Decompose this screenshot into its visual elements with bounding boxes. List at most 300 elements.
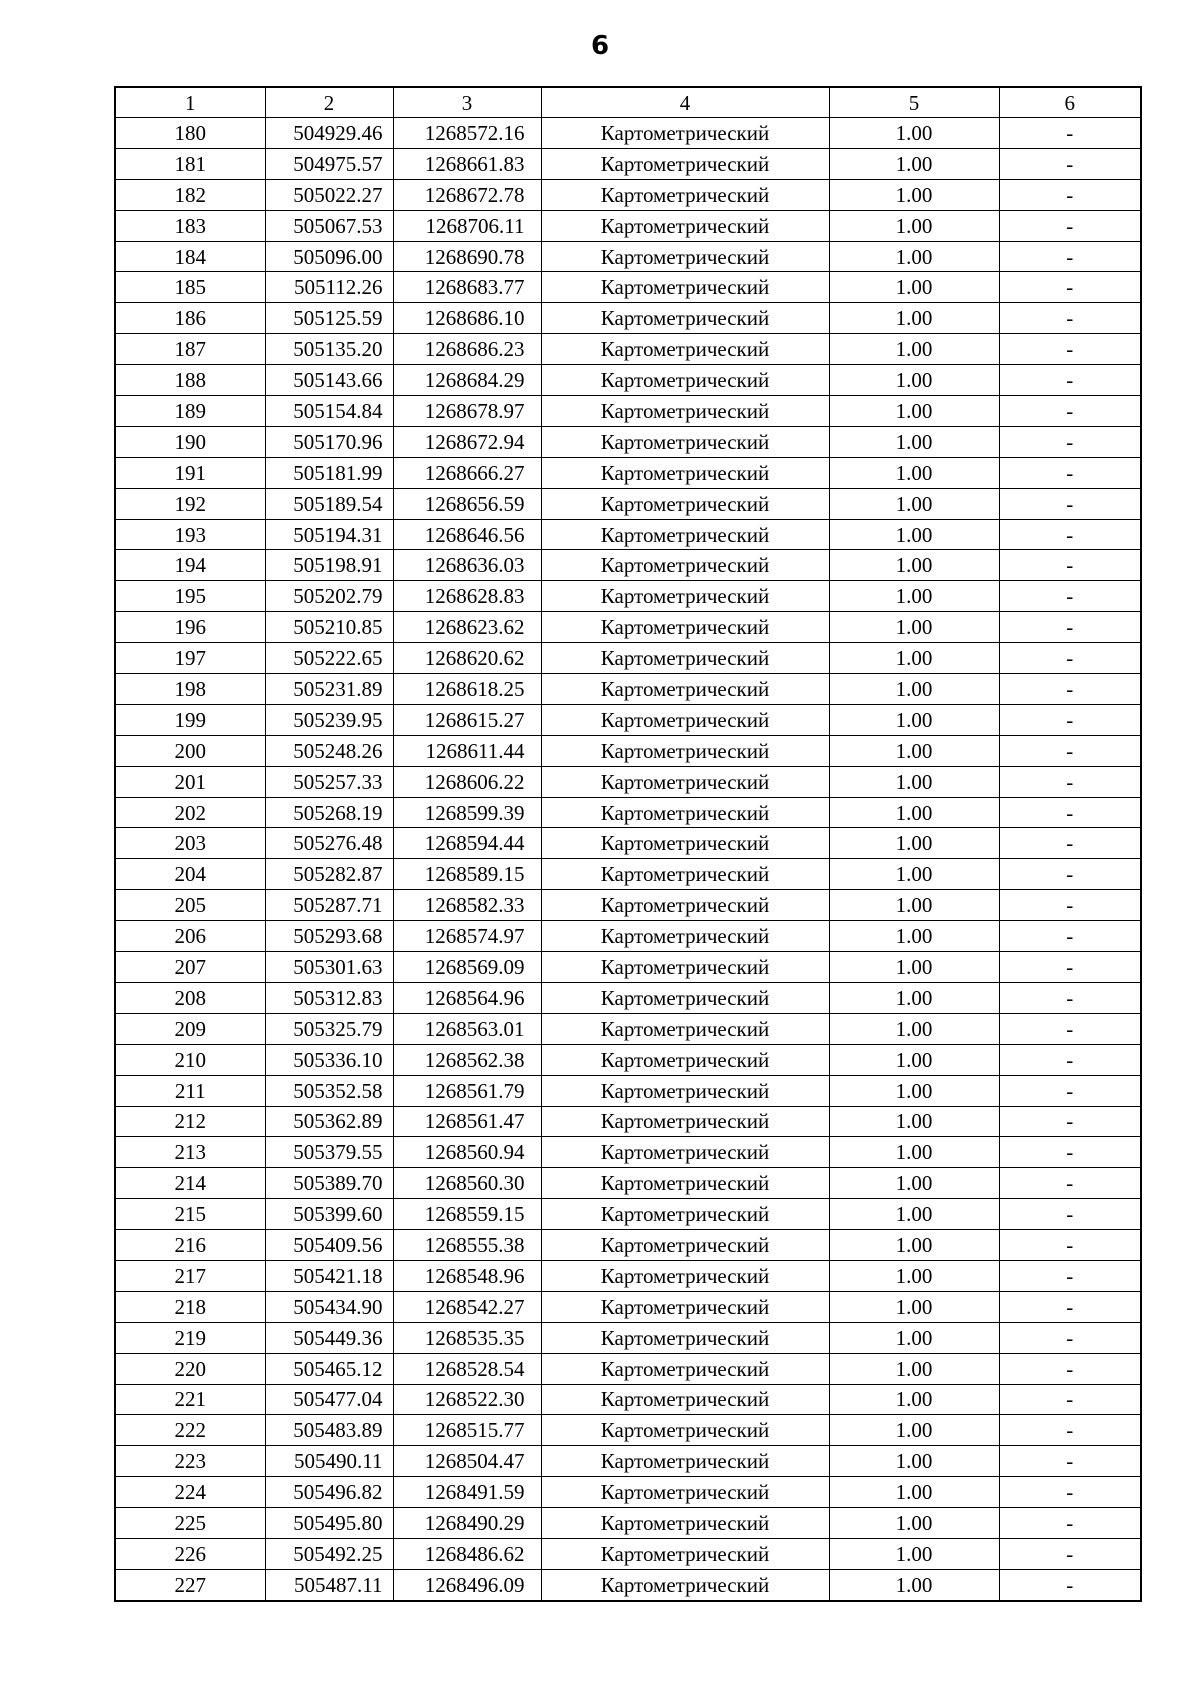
method-cell: Картометрический [541, 148, 829, 179]
method-cell: Картометрический [541, 766, 829, 797]
y-coordinate-cell: 1268678.97 [393, 396, 541, 427]
method-cell: Картометрический [541, 272, 829, 303]
accuracy-cell: 1.00 [829, 148, 999, 179]
note-cell: - [999, 1137, 1141, 1168]
accuracy-cell: 1.00 [829, 828, 999, 859]
y-coordinate-cell: 1268661.83 [393, 148, 541, 179]
accuracy-cell: 1.00 [829, 1137, 999, 1168]
x-coordinate-cell: 505449.36 [265, 1322, 393, 1353]
column-header: 3 [393, 87, 541, 118]
note-cell: - [999, 1199, 1141, 1230]
note-cell: - [999, 1260, 1141, 1291]
note-cell: - [999, 1291, 1141, 1322]
column-header: 1 [115, 87, 265, 118]
table-row [115, 272, 1141, 303]
accuracy-cell: 1.00 [829, 1569, 999, 1600]
method-cell: Картометрический [541, 1199, 829, 1230]
point-number-cell: 196 [115, 612, 265, 643]
point-number-cell: 180 [115, 118, 265, 149]
note-cell: - [999, 118, 1141, 149]
y-coordinate-cell: 1268684.29 [393, 365, 541, 396]
accuracy-cell: 1.00 [829, 1291, 999, 1322]
x-coordinate-cell: 505490.11 [265, 1446, 393, 1477]
table-row [115, 643, 1141, 674]
method-cell: Картометрический [541, 828, 829, 859]
method-cell: Картометрический [541, 1230, 829, 1261]
y-coordinate-cell: 1268491.59 [393, 1477, 541, 1508]
point-number-cell: 184 [115, 241, 265, 272]
x-coordinate-cell: 505125.59 [265, 303, 393, 334]
point-number-cell: 223 [115, 1446, 265, 1477]
note-cell: - [999, 1013, 1141, 1044]
accuracy-cell: 1.00 [829, 519, 999, 550]
point-number-cell: 191 [115, 457, 265, 488]
point-number-cell: 202 [115, 797, 265, 828]
method-cell: Картометрический [541, 550, 829, 581]
table-row [115, 581, 1141, 612]
x-coordinate-cell: 505325.79 [265, 1013, 393, 1044]
note-cell: - [999, 1508, 1141, 1539]
point-number-cell: 224 [115, 1477, 265, 1508]
x-coordinate-cell: 505352.58 [265, 1075, 393, 1106]
accuracy-cell: 1.00 [829, 1199, 999, 1230]
point-number-cell: 208 [115, 982, 265, 1013]
point-number-cell: 188 [115, 365, 265, 396]
point-number-cell: 220 [115, 1353, 265, 1384]
x-coordinate-cell: 505257.33 [265, 766, 393, 797]
y-coordinate-cell: 1268548.96 [393, 1260, 541, 1291]
table-row [115, 519, 1141, 550]
y-coordinate-cell: 1268672.94 [393, 426, 541, 457]
y-coordinate-cell: 1268666.27 [393, 457, 541, 488]
accuracy-cell: 1.00 [829, 1260, 999, 1291]
table-row [115, 118, 1141, 149]
method-cell: Картометрический [541, 797, 829, 828]
method-cell: Картометрический [541, 643, 829, 674]
y-coordinate-cell: 1268504.47 [393, 1446, 541, 1477]
method-cell: Картометрический [541, 982, 829, 1013]
x-coordinate-cell: 505181.99 [265, 457, 393, 488]
accuracy-cell: 1.00 [829, 1168, 999, 1199]
y-coordinate-cell: 1268623.62 [393, 612, 541, 643]
x-coordinate-cell: 505189.54 [265, 488, 393, 519]
method-cell: Картометрический [541, 1106, 829, 1137]
table-row [115, 426, 1141, 457]
accuracy-cell: 1.00 [829, 982, 999, 1013]
table-row [115, 1538, 1141, 1569]
table-row [115, 1013, 1141, 1044]
point-number-cell: 214 [115, 1168, 265, 1199]
table-row [115, 1477, 1141, 1508]
note-cell: - [999, 612, 1141, 643]
y-coordinate-cell: 1268615.27 [393, 704, 541, 735]
accuracy-cell: 1.00 [829, 210, 999, 241]
y-coordinate-cell: 1268559.15 [393, 1199, 541, 1230]
point-number-cell: 185 [115, 272, 265, 303]
y-coordinate-cell: 1268561.79 [393, 1075, 541, 1106]
x-coordinate-cell: 505143.66 [265, 365, 393, 396]
accuracy-cell: 1.00 [829, 396, 999, 427]
x-coordinate-cell: 505231.89 [265, 674, 393, 705]
table-row [115, 766, 1141, 797]
method-cell: Картометрический [541, 241, 829, 272]
x-coordinate-cell: 505399.60 [265, 1199, 393, 1230]
x-coordinate-cell: 505287.71 [265, 890, 393, 921]
table-row [115, 1075, 1141, 1106]
method-cell: Картометрический [541, 1508, 829, 1539]
method-cell: Картометрический [541, 519, 829, 550]
method-cell: Картометрический [541, 303, 829, 334]
table-row [115, 179, 1141, 210]
point-number-cell: 211 [115, 1075, 265, 1106]
method-cell: Картометрический [541, 457, 829, 488]
note-cell: - [999, 210, 1141, 241]
column-header: 6 [999, 87, 1141, 118]
note-cell: - [999, 1538, 1141, 1569]
accuracy-cell: 1.00 [829, 1075, 999, 1106]
accuracy-cell: 1.00 [829, 1477, 999, 1508]
note-cell: - [999, 1569, 1141, 1600]
note-cell: - [999, 1477, 1141, 1508]
x-coordinate-cell: 505336.10 [265, 1044, 393, 1075]
accuracy-cell: 1.00 [829, 952, 999, 983]
point-number-cell: 212 [115, 1106, 265, 1137]
table-row [115, 704, 1141, 735]
point-number-cell: 181 [115, 148, 265, 179]
accuracy-cell: 1.00 [829, 1508, 999, 1539]
table-row [115, 1230, 1141, 1261]
table-row [115, 148, 1141, 179]
y-coordinate-cell: 1268672.78 [393, 179, 541, 210]
point-number-cell: 194 [115, 550, 265, 581]
table-row [115, 797, 1141, 828]
y-coordinate-cell: 1268706.11 [393, 210, 541, 241]
x-coordinate-cell: 504975.57 [265, 148, 393, 179]
note-cell: - [999, 488, 1141, 519]
note-cell: - [999, 921, 1141, 952]
accuracy-cell: 1.00 [829, 890, 999, 921]
point-number-cell: 226 [115, 1538, 265, 1569]
y-coordinate-cell: 1268574.97 [393, 921, 541, 952]
table-row [115, 859, 1141, 890]
x-coordinate-cell: 505096.00 [265, 241, 393, 272]
y-coordinate-cell: 1268560.30 [393, 1168, 541, 1199]
method-cell: Картометрический [541, 674, 829, 705]
method-cell: Картометрический [541, 396, 829, 427]
method-cell: Картометрический [541, 921, 829, 952]
y-coordinate-cell: 1268646.56 [393, 519, 541, 550]
note-cell: - [999, 643, 1141, 674]
point-number-cell: 183 [115, 210, 265, 241]
x-coordinate-cell: 505222.65 [265, 643, 393, 674]
point-number-cell: 193 [115, 519, 265, 550]
accuracy-cell: 1.00 [829, 643, 999, 674]
table-row [115, 1353, 1141, 1384]
point-number-cell: 215 [115, 1199, 265, 1230]
method-cell: Картометрический [541, 1137, 829, 1168]
y-coordinate-cell: 1268618.25 [393, 674, 541, 705]
y-coordinate-cell: 1268522.30 [393, 1384, 541, 1415]
method-cell: Картометрический [541, 118, 829, 149]
y-coordinate-cell: 1268563.01 [393, 1013, 541, 1044]
y-coordinate-cell: 1268628.83 [393, 581, 541, 612]
table-row [115, 1260, 1141, 1291]
x-coordinate-cell: 505465.12 [265, 1353, 393, 1384]
y-coordinate-cell: 1268589.15 [393, 859, 541, 890]
y-coordinate-cell: 1268606.22 [393, 766, 541, 797]
point-number-cell: 209 [115, 1013, 265, 1044]
point-number-cell: 222 [115, 1415, 265, 1446]
x-coordinate-cell: 505202.79 [265, 581, 393, 612]
point-number-cell: 189 [115, 396, 265, 427]
method-cell: Картометрический [541, 704, 829, 735]
note-cell: - [999, 334, 1141, 365]
note-cell: - [999, 1044, 1141, 1075]
accuracy-cell: 1.00 [829, 1446, 999, 1477]
accuracy-cell: 1.00 [829, 797, 999, 828]
accuracy-cell: 1.00 [829, 488, 999, 519]
method-cell: Картометрический [541, 1415, 829, 1446]
accuracy-cell: 1.00 [829, 303, 999, 334]
x-coordinate-cell: 505495.80 [265, 1508, 393, 1539]
x-coordinate-cell: 505022.27 [265, 179, 393, 210]
accuracy-cell: 1.00 [829, 1353, 999, 1384]
y-coordinate-cell: 1268599.39 [393, 797, 541, 828]
accuracy-cell: 1.00 [829, 365, 999, 396]
note-cell: - [999, 859, 1141, 890]
table-row [115, 241, 1141, 272]
method-cell: Картометрический [541, 1260, 829, 1291]
page-number: 6 [590, 31, 610, 61]
note-cell: - [999, 1106, 1141, 1137]
note-cell: - [999, 828, 1141, 859]
note-cell: - [999, 890, 1141, 921]
note-cell: - [999, 148, 1141, 179]
column-header: 4 [541, 87, 829, 118]
note-cell: - [999, 1230, 1141, 1261]
x-coordinate-cell: 505312.83 [265, 982, 393, 1013]
note-cell: - [999, 550, 1141, 581]
x-coordinate-cell: 505301.63 [265, 952, 393, 983]
accuracy-cell: 1.00 [829, 334, 999, 365]
table-row [115, 365, 1141, 396]
note-cell: - [999, 241, 1141, 272]
accuracy-cell: 1.00 [829, 1013, 999, 1044]
y-coordinate-cell: 1268535.35 [393, 1322, 541, 1353]
table-header-row [115, 87, 1141, 118]
point-number-cell: 199 [115, 704, 265, 735]
note-cell: - [999, 303, 1141, 334]
table-row [115, 1291, 1141, 1322]
x-coordinate-cell: 505276.48 [265, 828, 393, 859]
table-row [115, 1322, 1141, 1353]
table-body [115, 118, 1141, 1601]
x-coordinate-cell: 505112.26 [265, 272, 393, 303]
table-row [115, 488, 1141, 519]
note-cell: - [999, 1353, 1141, 1384]
x-coordinate-cell: 505198.91 [265, 550, 393, 581]
table-row [115, 982, 1141, 1013]
accuracy-cell: 1.00 [829, 735, 999, 766]
y-coordinate-cell: 1268515.77 [393, 1415, 541, 1446]
accuracy-cell: 1.00 [829, 1415, 999, 1446]
method-cell: Картометрический [541, 952, 829, 983]
note-cell: - [999, 1322, 1141, 1353]
point-number-cell: 213 [115, 1137, 265, 1168]
note-cell: - [999, 1075, 1141, 1106]
table-row [115, 1106, 1141, 1137]
table-row [115, 1044, 1141, 1075]
method-cell: Картометрический [541, 1446, 829, 1477]
x-coordinate-cell: 505362.89 [265, 1106, 393, 1137]
table-row [115, 210, 1141, 241]
accuracy-cell: 1.00 [829, 1106, 999, 1137]
method-cell: Картометрический [541, 1353, 829, 1384]
note-cell: - [999, 952, 1141, 983]
table-row [115, 396, 1141, 427]
point-number-cell: 182 [115, 179, 265, 210]
x-coordinate-cell: 505496.82 [265, 1477, 393, 1508]
method-cell: Картометрический [541, 890, 829, 921]
y-coordinate-cell: 1268564.96 [393, 982, 541, 1013]
x-coordinate-cell: 505135.20 [265, 334, 393, 365]
y-coordinate-cell: 1268561.47 [393, 1106, 541, 1137]
point-number-cell: 207 [115, 952, 265, 983]
x-coordinate-cell: 505483.89 [265, 1415, 393, 1446]
point-number-cell: 205 [115, 890, 265, 921]
accuracy-cell: 1.00 [829, 1044, 999, 1075]
method-cell: Картометрический [541, 1168, 829, 1199]
accuracy-cell: 1.00 [829, 272, 999, 303]
y-coordinate-cell: 1268569.09 [393, 952, 541, 983]
method-cell: Картометрический [541, 1044, 829, 1075]
point-number-cell: 217 [115, 1260, 265, 1291]
x-coordinate-cell: 505210.85 [265, 612, 393, 643]
note-cell: - [999, 1168, 1141, 1199]
x-coordinate-cell: 505477.04 [265, 1384, 393, 1415]
method-cell: Картометрический [541, 1477, 829, 1508]
y-coordinate-cell: 1268555.38 [393, 1230, 541, 1261]
table-row [115, 1569, 1141, 1600]
method-cell: Картометрический [541, 735, 829, 766]
y-coordinate-cell: 1268594.44 [393, 828, 541, 859]
method-cell: Картометрический [541, 210, 829, 241]
y-coordinate-cell: 1268562.38 [393, 1044, 541, 1075]
x-coordinate-cell: 505268.19 [265, 797, 393, 828]
accuracy-cell: 1.00 [829, 766, 999, 797]
note-cell: - [999, 704, 1141, 735]
y-coordinate-cell: 1268572.16 [393, 118, 541, 149]
y-coordinate-cell: 1268582.33 [393, 890, 541, 921]
note-cell: - [999, 982, 1141, 1013]
table-row [115, 612, 1141, 643]
x-coordinate-cell: 505282.87 [265, 859, 393, 890]
accuracy-cell: 1.00 [829, 581, 999, 612]
note-cell: - [999, 1384, 1141, 1415]
method-cell: Картометрический [541, 1291, 829, 1322]
method-cell: Картометрический [541, 365, 829, 396]
note-cell: - [999, 674, 1141, 705]
table-row [115, 550, 1141, 581]
y-coordinate-cell: 1268683.77 [393, 272, 541, 303]
table-row [115, 921, 1141, 952]
point-number-cell: 187 [115, 334, 265, 365]
point-number-cell: 210 [115, 1044, 265, 1075]
note-cell: - [999, 797, 1141, 828]
note-cell: - [999, 1446, 1141, 1477]
point-number-cell: 186 [115, 303, 265, 334]
accuracy-cell: 1.00 [829, 179, 999, 210]
point-number-cell: 219 [115, 1322, 265, 1353]
accuracy-cell: 1.00 [829, 612, 999, 643]
point-number-cell: 195 [115, 581, 265, 612]
table-row [115, 1168, 1141, 1199]
x-coordinate-cell: 505379.55 [265, 1137, 393, 1168]
accuracy-cell: 1.00 [829, 674, 999, 705]
accuracy-cell: 1.00 [829, 859, 999, 890]
point-number-cell: 216 [115, 1230, 265, 1261]
accuracy-cell: 1.00 [829, 1384, 999, 1415]
method-cell: Картометрический [541, 612, 829, 643]
x-coordinate-cell: 505492.25 [265, 1538, 393, 1569]
x-coordinate-cell: 505194.31 [265, 519, 393, 550]
y-coordinate-cell: 1268560.94 [393, 1137, 541, 1168]
point-number-cell: 192 [115, 488, 265, 519]
accuracy-cell: 1.00 [829, 1538, 999, 1569]
method-cell: Картометрический [541, 179, 829, 210]
y-coordinate-cell: 1268636.03 [393, 550, 541, 581]
x-coordinate-cell: 505239.95 [265, 704, 393, 735]
method-cell: Картометрический [541, 1322, 829, 1353]
note-cell: - [999, 766, 1141, 797]
accuracy-cell: 1.00 [829, 241, 999, 272]
x-coordinate-cell: 505389.70 [265, 1168, 393, 1199]
x-coordinate-cell: 504929.46 [265, 118, 393, 149]
note-cell: - [999, 272, 1141, 303]
x-coordinate-cell: 505434.90 [265, 1291, 393, 1322]
table-row [115, 303, 1141, 334]
point-number-cell: 225 [115, 1508, 265, 1539]
note-cell: - [999, 519, 1141, 550]
y-coordinate-cell: 1268656.59 [393, 488, 541, 519]
method-cell: Картометрический [541, 1075, 829, 1106]
x-coordinate-cell: 505293.68 [265, 921, 393, 952]
x-coordinate-cell: 505409.56 [265, 1230, 393, 1261]
note-cell: - [999, 426, 1141, 457]
y-coordinate-cell: 1268620.62 [393, 643, 541, 674]
point-number-cell: 197 [115, 643, 265, 674]
point-number-cell: 221 [115, 1384, 265, 1415]
point-number-cell: 200 [115, 735, 265, 766]
table-row [115, 890, 1141, 921]
accuracy-cell: 1.00 [829, 550, 999, 581]
point-number-cell: 198 [115, 674, 265, 705]
x-coordinate-cell: 505421.18 [265, 1260, 393, 1291]
y-coordinate-cell: 1268690.78 [393, 241, 541, 272]
table-row [115, 952, 1141, 983]
accuracy-cell: 1.00 [829, 426, 999, 457]
y-coordinate-cell: 1268611.44 [393, 735, 541, 766]
accuracy-cell: 1.00 [829, 921, 999, 952]
note-cell: - [999, 396, 1141, 427]
method-cell: Картометрический [541, 1538, 829, 1569]
method-cell: Картометрический [541, 426, 829, 457]
point-number-cell: 190 [115, 426, 265, 457]
method-cell: Картометрический [541, 1384, 829, 1415]
y-coordinate-cell: 1268686.10 [393, 303, 541, 334]
table-row [115, 1446, 1141, 1477]
table-row [115, 1137, 1141, 1168]
